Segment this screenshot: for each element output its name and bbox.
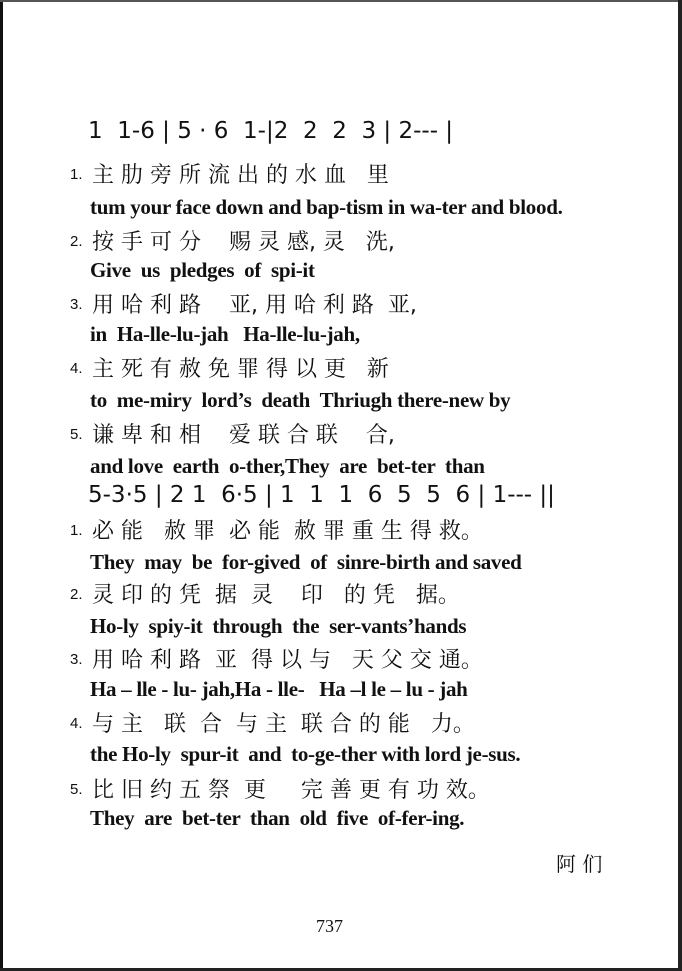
stanza-3-cn-row-1 xyxy=(70,288,417,318)
verse-number: 5. xyxy=(70,426,83,443)
scan-edge-left xyxy=(0,0,3,971)
verse-number: 1. xyxy=(70,166,83,183)
stanza-2-en-row-2: Ho-ly spiy-it through the ser-vants’hands xyxy=(90,614,467,638)
verse-number: 5. xyxy=(70,781,83,798)
stanza-1-en-row-2: They may be for-gived of sinre-birth and saved xyxy=(90,550,522,574)
stanza-5-cn-row-2 xyxy=(70,773,490,803)
notation-line-2: 5-3·5 | 2 1 6·5 | 1 1 1 6 5 5 6 | 1--- || xyxy=(88,482,555,508)
verse-number: 3. xyxy=(70,651,83,668)
scan-edge-top xyxy=(0,0,682,2)
chinese-lyrics: 主 死 有 赦 免 罪 得 以 更 新 xyxy=(92,357,389,382)
verse-number: 4. xyxy=(70,715,83,732)
chinese-lyrics: 比 旧 约 五 祭 更 完 善 更 有 功 效。 xyxy=(92,778,490,803)
chinese-lyrics: 主 肋 旁 所 流 出 的 水 血 里 xyxy=(92,163,389,188)
stanza-5-en-row-1: and love earth o-ther,They are bet-ter than xyxy=(90,454,485,478)
stanza-1-en-row-1: tum your face down and bap-tism in wa-ter and blood. xyxy=(90,195,563,219)
chinese-lyrics: 谦 卑 和 相 爱 联 合 联 合, xyxy=(92,423,395,448)
stanza-3-en-row-2: Ha – lle - lu- jah,Ha - lle- Ha –l le – lu - jah xyxy=(90,677,468,701)
stanza-5-en-row-2: They are bet-ter than old five of-fer-ing. xyxy=(90,806,465,830)
stanza-2-en-row-1: Give us pledges of spi-it xyxy=(90,258,315,282)
chinese-lyrics: 按 手 可 分 赐 灵 感, 灵 洗, xyxy=(92,230,395,255)
stanza-2-cn-row-1 xyxy=(70,225,395,255)
amen-text: 阿 们 xyxy=(556,852,603,876)
notation-line-1: 1 1-6 | 5 · 6 1-|2 2 2 3 | 2--- | xyxy=(88,118,454,144)
stanza-4-en-row-2: the Ho-ly spur-it and to-ge-ther with lord je-sus. xyxy=(90,742,521,766)
chinese-lyrics: 灵 印 的 凭 据 灵 印 的 凭 据。 xyxy=(92,583,460,608)
stanza-1-cn-row-2 xyxy=(70,514,483,544)
chinese-lyrics: 用 哈 利 路 亚 得 以 与 天 父 交 通。 xyxy=(92,648,483,673)
verse-number: 3. xyxy=(70,296,83,313)
chinese-lyrics: 与 主 联 合 与 主 联 合 的 能 力。 xyxy=(92,712,475,737)
verse-number: 1. xyxy=(70,522,83,539)
page-number: 737 xyxy=(316,916,343,936)
stanza-5-cn-row-1 xyxy=(70,418,395,448)
verse-number: 2. xyxy=(70,233,83,250)
verse-number: 4. xyxy=(70,360,83,377)
stanza-1-cn-row-1 xyxy=(70,158,389,188)
stanza-2-cn-row-2 xyxy=(70,578,460,608)
chinese-lyrics: 用 哈 利 路 亚, 用 哈 利 路 亚, xyxy=(92,293,417,318)
scan-edge-right xyxy=(678,0,682,971)
stanza-3-en-row-1: in Ha-lle-lu-jah Ha-lle-lu-jah, xyxy=(90,322,360,346)
verse-number: 2. xyxy=(70,586,83,603)
stanza-4-cn-row-1 xyxy=(70,352,389,382)
stanza-3-cn-row-2 xyxy=(70,643,483,673)
stanza-4-cn-row-2 xyxy=(70,707,475,737)
stanza-4-en-row-1: to me-miry lord’s death Thriugh there-new by xyxy=(90,388,511,412)
chinese-lyrics: 必 能 赦 罪 必 能 赦 罪 重 生 得 救。 xyxy=(92,519,483,544)
